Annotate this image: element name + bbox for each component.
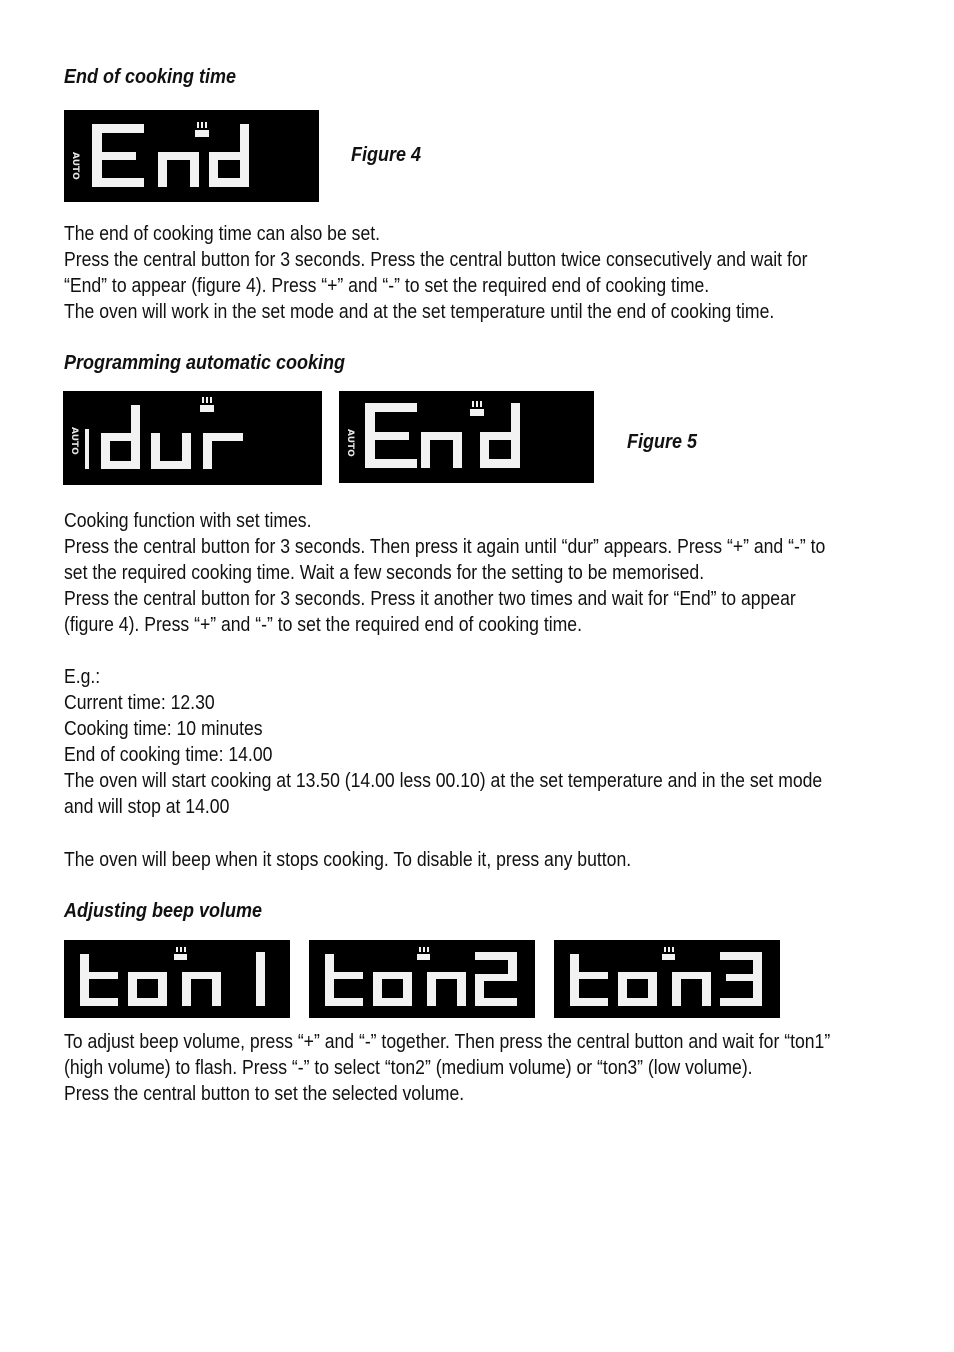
lcd-ton3-svg <box>554 940 780 1018</box>
text-line: (figure 4). Press “+” and “-” to set the required end of cooking time. <box>64 614 582 636</box>
char-t <box>80 954 118 1006</box>
char-2 <box>475 952 517 1006</box>
char-o <box>128 972 167 1006</box>
heading-beep-volume: Adjusting beep volume <box>64 900 263 922</box>
figure-4-label: Figure 4 <box>351 144 422 166</box>
char-E <box>92 124 144 187</box>
char-n <box>182 972 221 1006</box>
text-line: Current time: 12.30 <box>64 692 215 714</box>
heat-icon <box>200 397 214 412</box>
heat-icon <box>470 401 484 416</box>
lcd-ton2-svg <box>309 940 535 1018</box>
figure-5-label: Figure 5 <box>627 431 698 453</box>
char-n <box>427 972 466 1006</box>
heading-end-of-cooking: End of cooking time <box>64 66 237 88</box>
char-n <box>158 152 199 187</box>
text-line: Press the central button for 3 seconds. Press it another two times and wait for “End” to appear <box>64 588 796 610</box>
char-3 <box>720 952 762 1006</box>
auto-label: AUTO <box>69 427 79 455</box>
heading-programming: Programming automatic cooking <box>64 352 346 374</box>
text-line: “End” to appear (figure 4). Press “+” and “-” to set the required end of cooking time. <box>64 275 710 297</box>
text-line: (high volume) to flash. Press “-” to select “ton2” (medium volume) or “ton3” (low volume). <box>64 1057 753 1079</box>
text-line: set the required cooking time. Wait a few seconds for the setting to be memorised. <box>64 562 705 584</box>
char-d <box>101 405 140 469</box>
char-t <box>570 954 608 1006</box>
auto-label: AUTO <box>345 429 355 457</box>
text-line: and will stop at 14.00 <box>64 796 230 818</box>
display-fig5-dur <box>63 391 322 485</box>
char-n <box>672 972 711 1006</box>
text-line: Cooking time: 10 minutes <box>64 718 263 740</box>
heat-icon <box>195 122 209 137</box>
char-n <box>421 432 462 468</box>
text-line: E.g.: <box>64 666 101 688</box>
beep-text <box>64 847 865 873</box>
char-o <box>373 972 412 1006</box>
char-1 <box>256 952 265 1006</box>
beep-volume-text <box>64 1029 865 1107</box>
lcd-ton1-svg <box>64 940 290 1018</box>
text-line: To adjust beep volume, press “+” and “-” together. Then press the central button and wait for “ton1” <box>64 1031 831 1053</box>
display-ton3 <box>554 940 780 1018</box>
example-text <box>64 664 865 820</box>
text-line: End of cooking time: 14.00 <box>64 744 273 766</box>
text-line: Press the central button to set the selected volume. <box>64 1083 465 1105</box>
heat-icon <box>662 947 675 960</box>
char-r <box>203 433 243 469</box>
char-d <box>209 124 249 187</box>
text-line: Press the central button for 3 seconds. Then press it again until “dur” appears. Press “+” and “-” to <box>64 536 826 558</box>
lcd-end-svg <box>64 110 319 202</box>
text-line: Press the central button for 3 seconds. Press the central button twice consecutively and wait for <box>64 249 808 271</box>
heat-icon <box>174 947 187 960</box>
text-line: The oven will start cooking at 13.50 (14.00 less 00.10) at the set temperature and in the set mode <box>64 770 823 792</box>
end-of-cooking-text <box>64 221 865 325</box>
text-line: The oven will beep when it stops cooking. To disable it, press any button. <box>64 849 632 871</box>
char-u <box>151 433 191 469</box>
char-E <box>365 403 417 468</box>
display-fig4-end <box>64 110 319 202</box>
lcd-end-svg-2 <box>339 391 594 483</box>
programming-text <box>64 508 865 638</box>
display-ton1 <box>64 940 290 1018</box>
text-line: The end of cooking time can also be set. <box>64 223 381 245</box>
text-line: Cooking function with set times. <box>64 510 312 532</box>
display-fig5-end <box>339 391 594 483</box>
lcd-dur-svg <box>63 391 322 485</box>
char-o <box>618 972 657 1006</box>
text-line: The oven will work in the set mode and at the set temperature until the end of cooking time. <box>64 301 775 323</box>
display-ton2 <box>309 940 535 1018</box>
char-t <box>325 954 363 1006</box>
char-left-bar <box>85 429 89 469</box>
char-d <box>480 403 520 468</box>
heat-icon <box>417 947 430 960</box>
auto-label: AUTO <box>70 152 80 180</box>
